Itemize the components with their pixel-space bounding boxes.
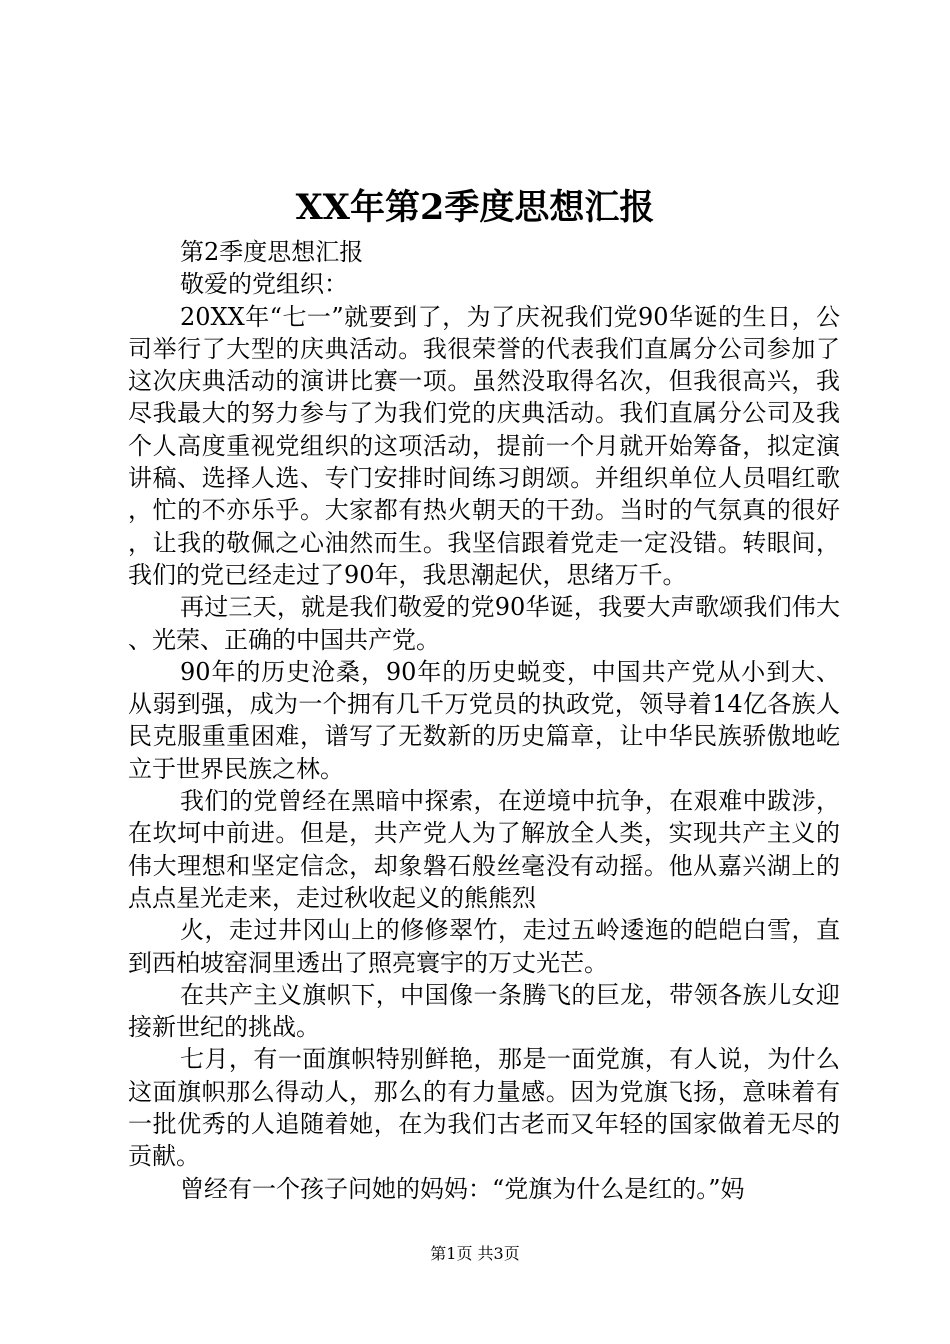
paragraph: 曾经有一个孩子问她的妈妈：“党旗为什么是红的。”妈 bbox=[180, 1174, 745, 1203]
page-footer: 第1页 共3页 bbox=[430, 1244, 520, 1263]
paragraph: 火，走过井冈山上的修修翠竹，走过五岭逶迤的皑皑白雪，直到西柏坡窑洞里透出了照亮寰宇的万丈光芒。 bbox=[128, 916, 840, 977]
paragraph: 90年的历史沧桑，90年的历史蜕变，中国共产党从小到大、从弱到强，成为一个拥有几千万党员的执政党，领导着14亿各族人民克服重重困难，谱写了无数新的历史篇章，让中华民族骄傲地屹立于世界民族之林。 bbox=[128, 657, 840, 783]
document-body bbox=[128, 236, 840, 1205]
paragraph: 在共产主义旗帜下，中国像一条腾飞的巨龙，带领各族儿女迎接新世纪的挑战。 bbox=[128, 980, 840, 1042]
paragraph: 七月，有一面旗帜特别鲜艳，那是一面党旗，有人说，为什么这面旗帜那么得动人，那么的有力量感。因为党旗飞扬，意味着有一批优秀的人追随着她，在为我们古老而又年轻的国家做着无尽的贡献。 bbox=[128, 1045, 840, 1171]
paragraph: 再过三天，就是我们敬爱的党90华诞，我要大声歌颂我们伟大、光荣、正确的中国共产党。 bbox=[128, 593, 840, 654]
paragraph-salutation: 敬爱的党组织： bbox=[180, 270, 348, 299]
document-title: XX年第2季度思想汇报 bbox=[295, 187, 655, 228]
paragraph-subtitle: 第2季度思想汇报 bbox=[180, 238, 364, 266]
paragraph: 20XX年“七一”就要到了，为了庆祝我们党90华诞的生日，公司举行了大型的庆典活动。我很荣誉的代表我们直属分公司参加了这次庆典活动的演讲比赛一项。虽然没取得名次，但我很高兴，我尽我最大的努力参与了为我们党的庆典活动。我们直属分公司及我个人高度重视党组织的这项活动，提前一个月就开始筹备，拟定演讲稿、选择人选、专门安排时间练习朗颂。并组织单位人员唱红歌，忙的不亦乐乎。大家都有热火朝天的干劲。当时的气氛真的很好，让我的敬佩之心油然而生。我坚信跟着党走一定没错。转眼间，我们的党已经走过了90年，我思潮起伏，思绪万千。 bbox=[128, 302, 840, 589]
paragraph: 我们的党曾经在黑暗中探索，在逆境中抗争，在艰难中跋涉，在坎坷中前进。但是，共产党人为了解放全人类，实现共产主义的伟大理想和坚定信念，却象磐石般丝毫没有动摇。他从嘉兴湖上的点点星光走来，走过秋收起义的熊熊烈 bbox=[128, 787, 840, 912]
